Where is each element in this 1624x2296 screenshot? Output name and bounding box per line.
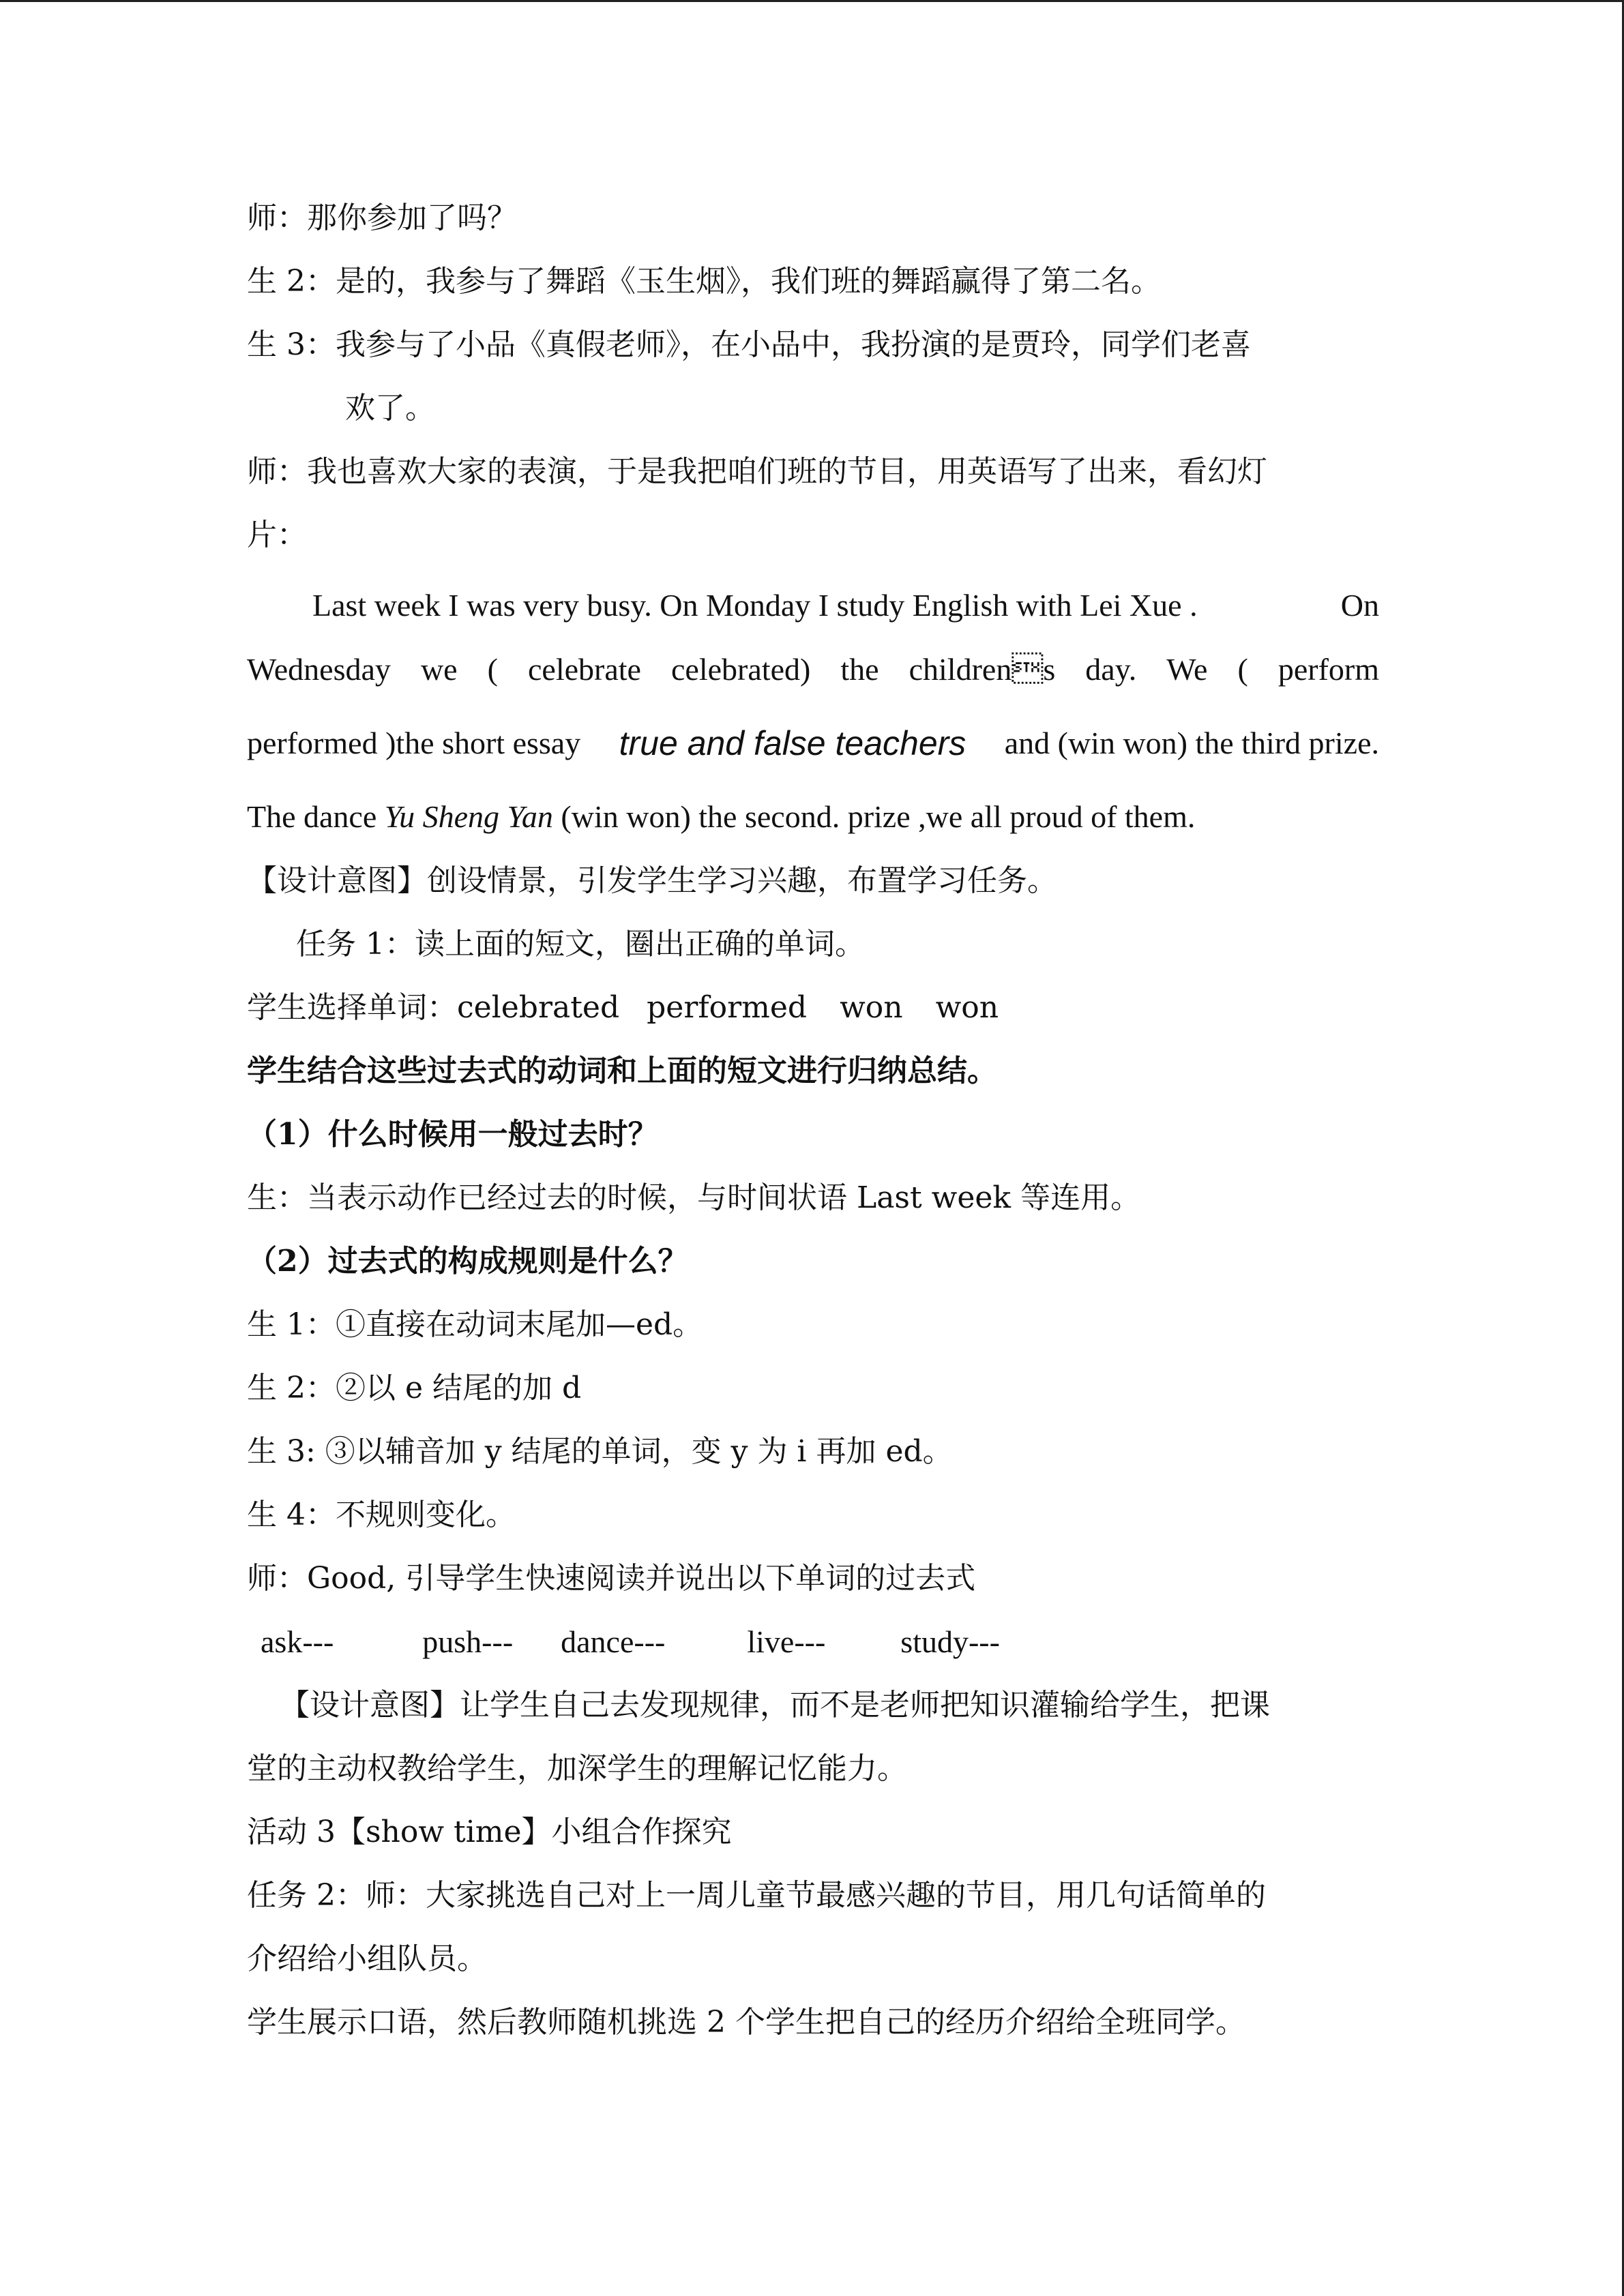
word-item: ask--- bbox=[261, 1624, 334, 1659]
passage-line-3 bbox=[247, 723, 1379, 764]
question-2: （2）过去式的构成规则是什么？ bbox=[247, 1244, 688, 1279]
word-item: study--- bbox=[900, 1624, 1000, 1659]
passage-line-1-text: Last week I was very busy. On Monday I study English with Lei Xue . bbox=[312, 588, 1198, 623]
word-list bbox=[261, 1622, 1000, 1663]
rule-3: 生 3: ③以辅音加 y 结尾的单词，变 y 为 i 再加 ed。 bbox=[247, 1434, 953, 1469]
passage-segment: The dance bbox=[247, 799, 377, 834]
passage-word: day. bbox=[1085, 652, 1137, 687]
passage-word: perform bbox=[1278, 652, 1379, 687]
passage-line-2 bbox=[247, 649, 1379, 690]
design-intent-2: 【设计意图】让学生自己去发现规律，而不是老师把知识灌输给学生，把课 bbox=[280, 1688, 1270, 1723]
passage-segment: (win won) the second. prize ,we all proud of them. bbox=[561, 799, 1196, 834]
passage-line-1 bbox=[312, 585, 1379, 626]
task-2-cont: 介绍给小组队员。 bbox=[247, 1941, 487, 1976]
student-choice-label: 学生选择单词：celebrated bbox=[247, 990, 620, 1025]
dialogue-student-3: 生 3：我参与了小品《真假老师》，在小品中，我扮演的是贾玲，同学们老喜 bbox=[247, 327, 1251, 362]
passage-word: the bbox=[840, 652, 879, 687]
passage-segment: performed )the short essay bbox=[247, 726, 581, 760]
passage-word: We bbox=[1166, 652, 1208, 687]
dialogue-teacher-1: 师：那你参加了吗？ bbox=[247, 200, 517, 235]
activity-3: 活动 3【show time】小组合作探究 bbox=[247, 1815, 732, 1849]
task-2: 任务 2：师：大家挑选自己对上一周儿童节最感兴趣的节目，用几句话简单的 bbox=[247, 1878, 1266, 1913]
passage-word: celebrated) bbox=[671, 652, 811, 687]
word-item: live--- bbox=[747, 1624, 826, 1659]
essay-title: true and false teachers bbox=[619, 724, 966, 762]
passage-word: we bbox=[420, 652, 458, 687]
passage-segment: and (win won) the third prize. bbox=[1004, 726, 1379, 760]
passage-word: ( bbox=[487, 652, 498, 687]
summary-heading: 学生结合这些过去式的动词和上面的短文进行归纳总结。 bbox=[247, 1054, 997, 1088]
design-intent-2-cont: 堂的主动权教给学生，加深学生的理解记忆能力。 bbox=[247, 1751, 907, 1786]
rule-1: 生 1：①直接在动词末尾加—ed。 bbox=[247, 1307, 703, 1342]
chosen-word: performed bbox=[647, 990, 808, 1025]
student-word-choice bbox=[247, 987, 999, 1028]
dialogue-student-2: 生 2：是的，我参与了舞蹈《玉生烟》，我们班的舞蹈赢得了第二名。 bbox=[247, 264, 1161, 299]
chosen-word: won bbox=[840, 990, 903, 1025]
page-border-top bbox=[0, 0, 1624, 2]
dance-title: Yu Sheng Yan bbox=[384, 799, 553, 834]
answer-1: 生：当表示动作已经过去的时候，与时间状语 Last week 等连用。 bbox=[247, 1180, 1141, 1215]
rule-2: 生 2：②以 e 结尾的加 d bbox=[247, 1371, 582, 1405]
rule-4: 生 4：不规则变化。 bbox=[247, 1497, 516, 1532]
task-1: 任务 1：读上面的短文，圈出正确的单词。 bbox=[296, 927, 865, 961]
dialogue-student-3-cont: 欢了。 bbox=[345, 391, 435, 426]
design-intent-1: 【设计意图】创设情景，引发学生学习兴趣，布置学习任务。 bbox=[247, 863, 1057, 898]
passage-line-4 bbox=[247, 796, 1195, 837]
chosen-word: won bbox=[935, 990, 999, 1025]
word-item: push--- bbox=[422, 1624, 514, 1659]
word-item: dance--- bbox=[561, 1624, 666, 1659]
teacher-good: 师：Good, 引导学生快速阅读并说出以下单词的过去式 bbox=[247, 1561, 976, 1596]
passage-word: childrens bbox=[909, 652, 1056, 687]
student-presentation: 学生展示口语，然后教师随机挑选 2 个学生把自己的经历介绍给全班同学。 bbox=[247, 2005, 1245, 2040]
passage-word: Wednesday bbox=[247, 652, 391, 687]
dialogue-teacher-2-cont: 片： bbox=[247, 518, 307, 552]
question-1: （1）什么时候用一般过去时？ bbox=[247, 1117, 658, 1152]
passage-word: ( bbox=[1237, 652, 1248, 687]
dialogue-teacher-2: 师：我也喜欢大家的表演，于是我把咱们班的节目，用英语写了出来，看幻灯 bbox=[247, 454, 1267, 489]
passage-word: celebrate bbox=[528, 652, 641, 687]
passage-line-1-end: On bbox=[1340, 588, 1379, 623]
